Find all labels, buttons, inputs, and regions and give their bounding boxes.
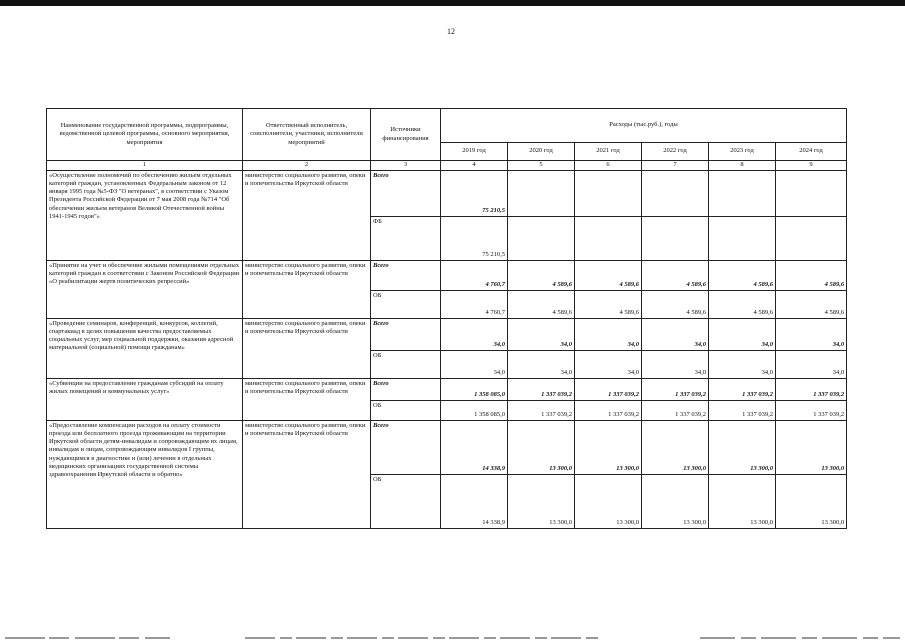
- activity-name: «Предоставление компенсации расходов на оплату стоимости проезда или бесплатного проезда проживающим на территории Иркутской области детям-инвалидам и сопровождающим их лицам, инвалидам и лицам, сопровождающим инвалидов I группы, нуждающимся в диагностике и (или) лечении в отдельных медицинских организациях государственной системы здравоохранения Иркутской области и обратно»: [47, 421, 243, 529]
- expense-total-cell: 13 300,0: [575, 421, 642, 475]
- column-index: 6: [575, 161, 642, 171]
- responsible-executor: министерство социального развития, опеки и попечительства Иркутской области: [243, 319, 371, 379]
- expense-total-cell: [508, 171, 575, 217]
- expense-cell: 1 337 039,2: [508, 401, 575, 421]
- expense-cell: 4 589,6: [776, 291, 847, 319]
- expense-total-cell: [776, 171, 847, 217]
- funding-source: Всего: [371, 319, 441, 351]
- header-expenses: Расходы (тыс.руб.), годы: [441, 109, 847, 143]
- top-edge-bar: [0, 0, 905, 6]
- expense-total-cell: 1 358 085,0: [441, 379, 508, 401]
- column-index: 4: [441, 161, 508, 171]
- header-source: Источники финансирования: [371, 109, 441, 161]
- expense-total-cell: 1 337 039,2: [776, 379, 847, 401]
- table-row: [47, 421, 847, 475]
- expense-cell: [709, 217, 776, 261]
- expense-total-cell: 13 300,0: [508, 421, 575, 475]
- bottom-edge-marks: [0, 629, 905, 640]
- expense-cell: 4 760,7: [441, 291, 508, 319]
- expense-cell: 1 337 039,2: [575, 401, 642, 421]
- funding-source: Всего: [371, 421, 441, 475]
- funding-source: ОБ: [371, 401, 441, 421]
- expense-cell: 4 589,6: [575, 291, 642, 319]
- header-responsible: Ответственный исполнитель, соисполнители, участники, исполнители мероприятий: [243, 109, 371, 161]
- expense-cell: 13 300,0: [508, 475, 575, 529]
- expense-total-cell: 1 337 039,2: [575, 379, 642, 401]
- responsible-executor: министерство социального развития, опеки и попечительства Иркутской области: [243, 261, 371, 319]
- responsible-executor: министерство социального развития, опеки и попечительства Иркутской области: [243, 421, 371, 529]
- header-year-1: 2019 год: [441, 143, 508, 161]
- expense-cell: [776, 217, 847, 261]
- expense-cell: 34,0: [441, 351, 508, 379]
- column-index: 7: [642, 161, 709, 171]
- page-number: 12: [447, 27, 455, 36]
- funding-source: ОБ: [371, 475, 441, 529]
- expense-total-cell: 13 300,0: [709, 421, 776, 475]
- responsible-executor: министерство социального развития, опеки и попечительства Иркутской области: [243, 171, 371, 261]
- expense-total-cell: 1 337 039,2: [508, 379, 575, 401]
- expense-total-cell: [642, 171, 709, 217]
- column-index: 9: [776, 161, 847, 171]
- expense-total-cell: 34,0: [709, 319, 776, 351]
- header-year-6: 2024 год: [776, 143, 847, 161]
- activity-name: «Принятие на учет и обеспечение жилыми помещениями отдельных категорий граждан в соответствии с Законом Российской Федерации «О реабилитации жертв политических репрессий»: [47, 261, 243, 319]
- table-row: [47, 379, 847, 401]
- table-row: [47, 261, 847, 291]
- expense-total-cell: 34,0: [441, 319, 508, 351]
- expense-total-cell: 4 589,6: [709, 261, 776, 291]
- expense-total-cell: 4 589,6: [642, 261, 709, 291]
- expense-cell: 34,0: [776, 351, 847, 379]
- expense-total-cell: 4 589,6: [776, 261, 847, 291]
- funding-source: Всего: [371, 261, 441, 291]
- expense-cell: 34,0: [508, 351, 575, 379]
- expense-cell: 4 589,6: [642, 291, 709, 319]
- expense-cell: [642, 217, 709, 261]
- expense-cell: 4 589,6: [709, 291, 776, 319]
- expense-cell: 34,0: [642, 351, 709, 379]
- expense-total-cell: 13 300,0: [642, 421, 709, 475]
- expense-total-cell: 34,0: [776, 319, 847, 351]
- funding-source: ОБ: [371, 291, 441, 319]
- table-row: [47, 319, 847, 351]
- expense-cell: 13 300,0: [642, 475, 709, 529]
- table-row: [47, 171, 847, 217]
- funding-source: Всего: [371, 171, 441, 217]
- expense-total-cell: 1 337 039,2: [642, 379, 709, 401]
- expense-total-cell: 1 337 039,2: [709, 379, 776, 401]
- responsible-executor: министерство социального развития, опеки и попечительства Иркутской области: [243, 379, 371, 421]
- expense-cell: 34,0: [575, 351, 642, 379]
- expenses-table: [46, 108, 847, 529]
- header-year-5: 2023 год: [709, 143, 776, 161]
- expense-total-cell: 4 589,6: [575, 261, 642, 291]
- header-year-3: 2021 год: [575, 143, 642, 161]
- expense-total-cell: 14 338,9: [441, 421, 508, 475]
- column-index: 8: [709, 161, 776, 171]
- expense-cell: 14 338,9: [441, 475, 508, 529]
- expense-cell: 1 358 085,0: [441, 401, 508, 421]
- column-index: 2: [243, 161, 371, 171]
- expense-total-cell: 34,0: [575, 319, 642, 351]
- expense-cell: 75 210,5: [441, 217, 508, 261]
- funding-source: ОБ: [371, 351, 441, 379]
- activity-name: «Субвенции на предоставление гражданам субсидий на оплату жилых помещений и коммунальных услуг»: [47, 379, 243, 421]
- expense-total-cell: 4 760,7: [441, 261, 508, 291]
- expense-cell: [575, 217, 642, 261]
- header-year-4: 2022 год: [642, 143, 709, 161]
- expense-cell: [508, 217, 575, 261]
- expense-total-cell: [709, 171, 776, 217]
- header-name: Наименование государственной программы, подпрограммы, ведомственной целевой программы, основного мероприятия, мероприятия: [47, 109, 243, 161]
- expense-total-cell: 34,0: [642, 319, 709, 351]
- funding-source: ФБ: [371, 217, 441, 261]
- funding-source: Всего: [371, 379, 441, 401]
- expense-total-cell: 34,0: [508, 319, 575, 351]
- expense-cell: 13 300,0: [709, 475, 776, 529]
- expense-total-cell: 4 589,6: [508, 261, 575, 291]
- expense-cell: 13 300,0: [575, 475, 642, 529]
- expense-cell: 1 337 039,2: [709, 401, 776, 421]
- expense-total-cell: 75 210,5: [441, 171, 508, 217]
- expense-cell: 4 589,6: [508, 291, 575, 319]
- expense-cell: 1 337 039,2: [776, 401, 847, 421]
- column-index: 1: [47, 161, 243, 171]
- expense-total-cell: 13 300,0: [776, 421, 847, 475]
- column-index: 3: [371, 161, 441, 171]
- activity-name: «Осуществление полномочий по обеспечению жильем отдельных категорий граждан, установленных Федеральным законом от 12 января 1995 года №5-ФЗ "О ветеранах", в соответствии с Указом Президента Российской Федерации от 7 мая 2008 года №714 "Об обеспечении жильем ветеранов Великой Отечественной войны 1941-1945 годов"»: [47, 171, 243, 261]
- expense-cell: 34,0: [709, 351, 776, 379]
- activity-name: «Проведение семинаров, конференций, конкурсов, коллегий, спартакиад в целях повышения качества предоставляемых социальных услуг, мер социальной поддержки, оказания адресной материальной (социальной) помощи гражданам»: [47, 319, 243, 379]
- header-year-2: 2020 год: [508, 143, 575, 161]
- expense-cell: 13 300,0: [776, 475, 847, 529]
- expense-total-cell: [575, 171, 642, 217]
- expense-cell: 1 337 039,2: [642, 401, 709, 421]
- column-index: 5: [508, 161, 575, 171]
